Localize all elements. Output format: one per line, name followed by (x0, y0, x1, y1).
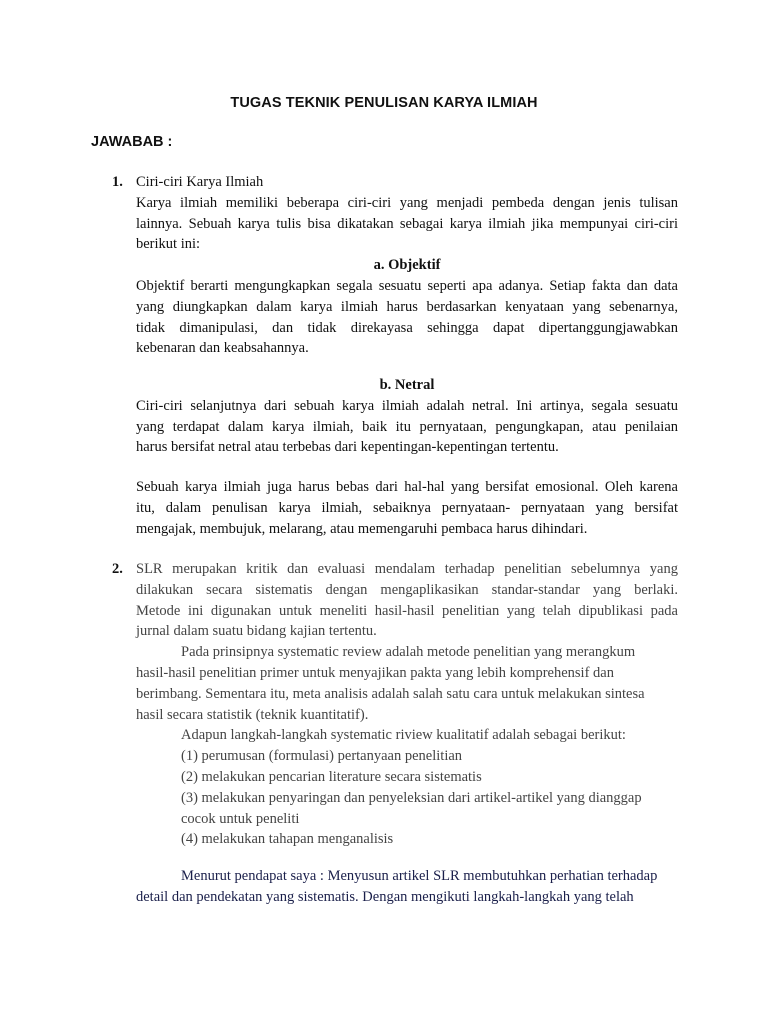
steps-intro: Adapun langkah-langkah systematic riview kualitatif adalah sebagai berikut: (181, 727, 626, 744)
netral-section (136, 375, 678, 458)
item-number-2: 2. (112, 561, 123, 577)
netral-line: Sebuah karya ilmiah juga harus bebas dari hal-hal yang bersifat emosional. Oleh karena (136, 479, 678, 495)
systematic-review-line: hasil-hasil penelitian primer untuk menyajikan pakta yang lebih komprehensif dan (136, 664, 614, 681)
answer-2 (136, 559, 678, 850)
systematic-review-line: Pada prinsipnya systematic review adalah metode penelitian yang merangkum (181, 644, 636, 661)
netral-line: yang terdapat dalam karya ilmiah, baik itu pernyataan, pengungkapan, atau penilaian (136, 418, 678, 435)
netral-line: harus bersifat netral atau terbebas dari kepentingan-kepentingan tertentu. (136, 439, 559, 456)
netral-line: mengajak, membujuk, melarang, atau memengaruhi pembaca harus dihindari. (136, 520, 588, 537)
opinion-line: detail dan pendekatan yang sistematis. Dengan mengikuti langkah-langkah yang telah (136, 888, 634, 905)
step-item: cocok untuk peneliti (181, 810, 300, 827)
answer-1-intro-line: Karya ilmiah memiliki beberapa ciri-ciri yang menjadi pembeda dengan jenis tulisan (136, 194, 678, 211)
item-number-1: 1. (112, 174, 123, 190)
step-item: (4) melakukan tahapan menganalisis (181, 831, 394, 848)
slr-line: dilakukan secara sistematis dengan mengaplikasikan standar-standar yang berlaki. (136, 581, 678, 598)
slr-line: Metode ini digunakan untuk meneliti hasil-hasil penelitian yang telah dipublikasi pada (136, 602, 678, 619)
systematic-review-line: berimbang. Sementara itu, meta analisis adalah salah satu cara untuk melakukan sintesa (136, 685, 645, 702)
slr-line: jurnal dalam suatu bidang kajian tertentu. (136, 623, 377, 640)
opinion-line: Menurut pendapat saya : Menyusun artikel SLR membutuhkan perhatian terhadap (181, 868, 658, 884)
subheading-objektif: a. Objektif (373, 257, 441, 274)
answer-1-intro-line: lainnya. Sebuah karya tulis bisa dikatakan sebagai karya ilmiah jika mempunyai ciri-ciri (136, 215, 678, 232)
answer-1-intro-line: berikut ini: (136, 236, 201, 253)
answer-1-heading: Ciri-ciri Karya Ilmiah (136, 174, 264, 190)
objektif-line: yang diungkapkan dalam karya ilmiah harus berdasarkan kenyataan yang sebenarnya, (136, 298, 678, 315)
opinion-paragraph (136, 866, 678, 908)
answer-1 (136, 172, 678, 359)
systematic-review-line: hasil secara statistik (teknik kuantitatif). (136, 706, 369, 723)
document-title: TUGAS TEKNIK PENULISAN KARYA ILMIAH (230, 95, 538, 111)
netral-line: itu, dalam penulisan karya ilmiah, sebaiknya pernyataan- pernyataan yang bersifat (136, 499, 678, 516)
step-item: (3) melakukan penyaringan dan penyeleksian dari artikel-artikel yang dianggap (181, 789, 642, 806)
step-item: (2) melakukan pencarian literature secara sistematis (181, 768, 482, 785)
step-item: (1) perumusan (formulasi) pertanyaan penelitian (181, 748, 463, 765)
netral-line: Ciri-ciri selanjutnya dari sebuah karya ilmiah adalah netral. Ini artinya, segala sesuatu (136, 397, 678, 414)
answer-heading: JAWABAB : (91, 134, 173, 150)
objektif-line: kebenaran dan keabsahannya. (136, 340, 309, 357)
netral-paragraph-2 (136, 477, 678, 539)
objektif-line: Objektif berarti mengungkapkan segala sesuatu seperti apa adanya. Setiap fakta dan data (136, 277, 678, 294)
objektif-line: tidak dimanipulasi, dan tidak direkayasa sehingga dapat dipertanggungjawabkan (136, 319, 678, 336)
slr-line: SLR merupakan kritik dan evaluasi mendalam terhadap penelitian sebelumnya yang (136, 561, 678, 577)
subheading-netral: b. Netral (379, 377, 435, 393)
